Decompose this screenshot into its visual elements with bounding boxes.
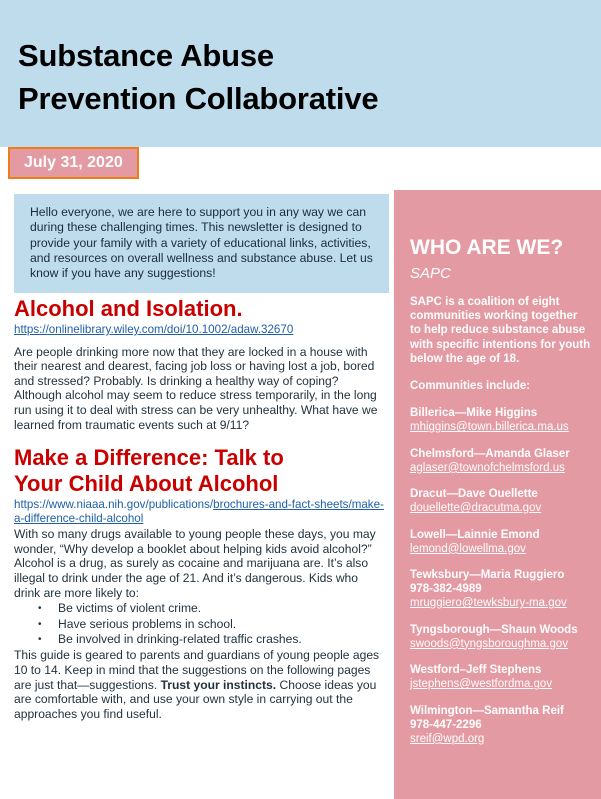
contact-billerica: [410, 406, 591, 435]
sidebar-subtitle: SAPC: [410, 265, 451, 282]
article-2-body-outro: [14, 648, 386, 721]
contact-tewksbury: [410, 568, 591, 611]
intro-box: [14, 194, 389, 293]
contact-tyngsborough: [410, 623, 591, 652]
contact-name: Tewksbury—Maria Ruggiero: [410, 569, 565, 582]
contact-email[interactable]: douellette@dracutma.gov: [410, 502, 542, 515]
date-badge: July 31, 2020: [8, 147, 139, 179]
contact-westford: [410, 663, 591, 692]
contact-dracut: [410, 487, 591, 516]
contact-email[interactable]: mhiggins@town.billerica.ma.us: [410, 421, 569, 434]
article-2-title-line2: Your Child About Alcohol: [14, 471, 279, 496]
contact-email[interactable]: sreif@wpd.org: [410, 732, 485, 745]
contact-name: Westford–Jeff Stephens: [410, 664, 542, 677]
article-1-link[interactable]: https://onlinelibrary.wiley.com/doi/10.1002/adaw.32670: [14, 323, 294, 336]
contact-name: Chelmsford—Amanda Glaser: [410, 447, 570, 460]
article-2-link[interactable]: [14, 498, 386, 525]
article-2-outro-part2: Choose ideas you are comfortable with, and use your own style in carrying out the approaches you find useful.: [14, 677, 377, 721]
contact-lowell: [410, 528, 591, 557]
article-2-bullet-list: [14, 601, 386, 647]
page-title: [18, 34, 488, 120]
contact-email[interactable]: lemond@lowellma.gov: [410, 542, 526, 555]
sidebar-title: WHO ARE WE?: [410, 236, 564, 259]
contact-wilmington: [410, 704, 591, 747]
sidebar-who-are-we: [394, 190, 601, 799]
article-2-link-suffix: brochures-and-fact-sheets/make-a-difference-child-alcohol: [14, 498, 384, 525]
header-band: [0, 0, 601, 147]
article-make-a-difference: [14, 445, 386, 721]
article-2-outro-emphasis: Trust your instincts.: [160, 677, 277, 692]
contact-email[interactable]: jstephens@westfordma.gov: [410, 678, 553, 691]
article-1-title: Alcohol and Isolation.: [14, 296, 243, 321]
article-2-outro-part1: This guide is geared to parents and guardians of young people ages 10 to 14. Keep in mind that the suggestions on the following pages are just that—suggestions.: [14, 648, 380, 692]
article-2-body-intro: With so many drugs available to young people these days, you may wonder, “Why develop a booklet about helping kids avoid alcohol?” Alcohol is a drug, as surely as cocaine and marijuana are. It’s also illegal to drink under the age of 21. And it’s dangerous. Kids who drink are more likely to:: [14, 527, 376, 600]
contact-email[interactable]: aglaser@townofchelmsford.us: [410, 461, 565, 474]
contact-email[interactable]: swoods@tyngsboroughma.gov: [410, 637, 569, 650]
list-item: • Have serious problems in school.: [58, 617, 386, 632]
sidebar-communities-label: Communities include:: [410, 380, 531, 393]
article-alcohol-and-isolation: [14, 296, 386, 432]
page-title-line1: Substance Abuse: [18, 38, 274, 73]
list-item: • Be victims of violent crime.: [58, 601, 386, 616]
contact-chelmsford: [410, 447, 591, 476]
contact-name: Wilmington—Samantha Reif: [410, 704, 564, 717]
page-title-line2: Prevention Collaborative: [18, 81, 379, 116]
contact-email[interactable]: mruggiero@tewksbury-ma.gov: [410, 597, 567, 610]
article-1-body: Are people drinking more now that they are locked in a house with their nearest and dearest, facing job loss or having lost a job, bored and stressed? Probably. Is drinking a healthy way of coping? Although alcohol may seem to reduce stress temporarily, in the long run using it to deal with stress can be very unhealthy. What have we learned from traumatic events such at 9/11?: [14, 344, 378, 432]
article-2-title-line1: Make a Difference: Talk to: [14, 445, 284, 470]
contact-name: Lowell—Lainnie Emond: [410, 528, 540, 541]
article-2-link-prefix: https://www.niaaa.nih.gov/publications/: [14, 498, 214, 511]
contact-name: Tyngsborough—Shaun Woods: [410, 623, 578, 636]
article-2-title: [14, 445, 386, 497]
sidebar-description: SAPC is a coalition of eight communities working together to help reduce substance abuse with specific intentions for youth below the age of 18.: [410, 296, 591, 365]
list-item: • Be involved in drinking-related traffic crashes.: [58, 632, 386, 647]
contact-name: Dracut—Dave Ouellette: [410, 488, 538, 501]
contact-phone: 978-447-2296: [410, 718, 482, 731]
contact-phone: 978-382-4989: [410, 583, 482, 596]
intro-text: Hello everyone, we are here to support you in any way we can during these challenging times. This newsletter is designed to provide your family with a variety of educational links, activities, and resources on overall wellness and substance abuse. Let us know if you have any suggestions!: [30, 205, 373, 281]
contact-name: Billerica—Mike Higgins: [410, 407, 538, 420]
main-content: [0, 190, 394, 799]
